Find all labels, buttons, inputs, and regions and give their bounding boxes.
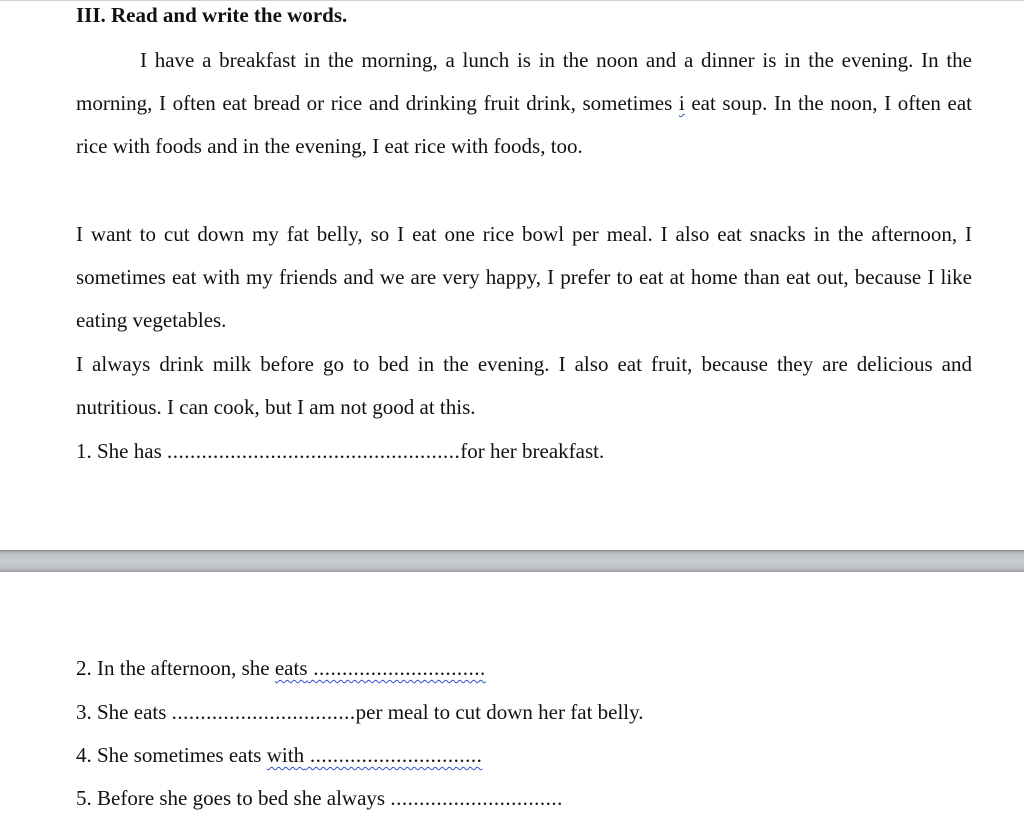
question-2 [76,656,486,681]
question-2-blank[interactable]: .............................. [307,656,486,680]
question-1-end: for her breakfast. [460,439,605,463]
passage-paragraph-2: I want to cut down my fat belly, so I eat one rice bowl per meal. I also eat snacks in the afternoon, I sometimes eat with my friends and we are very happy, I prefer to eat at home than eat out, because I like eating vegetables. [76,222,972,332]
question-4-flagged-word: with [266,743,305,767]
question-3-blank[interactable]: ................................ [171,700,356,724]
paragraph-1-text-b: eat soup. In the noon, I often eat rice with foods and in the evening, I eat rice with foods, too. [76,91,972,158]
question-1-text: 1. She has [76,439,167,463]
paragraph-1-text-a: I have a breakfast in the morning, a lunch is in the noon and a dinner is in the evening. In the morning, I often eat bread or rice and drinking fruit drink, sometimes [76,48,972,115]
question-3-text: 3. She eats [76,700,172,724]
question-5 [76,786,563,811]
page-break [0,550,1024,572]
question-2-text: 2. In the afternoon, she [76,656,275,680]
spelling-flagged-word: i [678,91,685,115]
question-3 [76,700,644,725]
question-4 [76,743,482,768]
question-3-end: per meal to cut down her fat belly. [355,700,644,724]
document-page-2 [0,572,1024,817]
question-4-blank[interactable]: .............................. [304,743,483,767]
question-1-blank[interactable]: ................................................... [167,439,461,463]
question-2-flagged-phrase [275,656,486,680]
question-5-text: 5. Before she goes to bed she always [76,786,391,810]
passage-paragraph-1 [76,39,972,168]
question-4-flagged-phrase [267,743,483,767]
section-heading: III. Read and write the words. [76,3,348,27]
question-1 [76,439,604,464]
question-4-text: 4. She sometimes eats [76,743,267,767]
question-2-flagged-word: eats [274,656,308,680]
question-5-blank[interactable]: .............................. [390,786,563,810]
passage-paragraph-3: I always drink milk before go to bed in the evening. I also eat fruit, because they are delicious and nutritious. I can cook, but I am not good at this. [76,352,972,419]
